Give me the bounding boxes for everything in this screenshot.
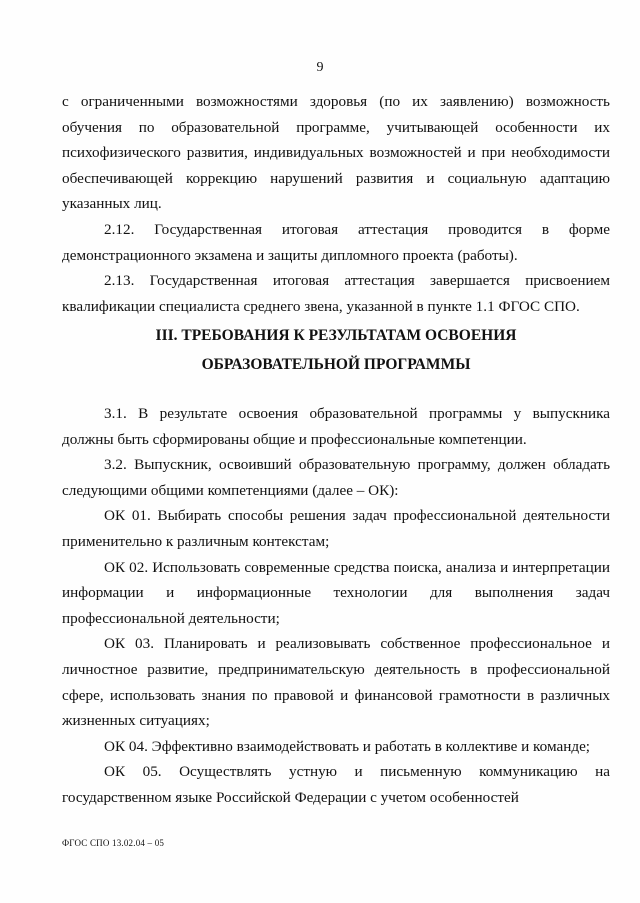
section-heading: III. ТРЕБОВАНИЯ К РЕЗУЛЬТАТАМ ОСВОЕНИЯ ОБРАЗОВАТЕЛЬНОЙ ПРОГРАММЫ (155, 327, 517, 373)
section-block (62, 321, 610, 379)
competency-ok-01: ОК 01. Выбирать способы решения задач профессиональной деятельности применительно к различным контекстам; (62, 507, 610, 550)
body-text (62, 89, 610, 319)
paragraph-3-1: 3.1. В результате освоения образовательной программы у выпускника должны быть сформированы общие и профессиональные компетенции. (62, 405, 610, 448)
competency-ok-04: ОК 04. Эффективно взаимодействовать и работать в коллективе и команде; (104, 737, 591, 755)
page-number: 9 (316, 60, 324, 75)
paragraph-3-2: 3.2. Выпускник, освоивший образовательную программу, должен обладать следующими общими компетенциями (далее – ОК): (62, 456, 610, 499)
footer-standard-code: ФГОС СПО 13.02.04 – 05 (62, 838, 165, 848)
competency-ok-03: ОК 03. Планировать и реализовывать собственное профессиональное и личностное развитие, предпринимательскую деятельность в профессиональной сфере, использовать знания по правовой и финансовой грамотности в различных жизненных ситуациях; (62, 635, 610, 730)
competency-ok-02: ОК 02. Использовать современные средства поиска, анализа и интерпретации информации и информационные технологии для выполнения задач профессиональной деятельности; (62, 558, 610, 627)
paragraph-2-13: 2.13. Государственная итоговая аттестация завершается присвоением квалификации специалиста среднего звена, указанной в пункте 1.1 ФГОС СПО. (62, 272, 610, 315)
paragraph-continuation: с ограниченными возможностями здоровья (по их заявлению) возможность обучения по образовательной программе, учитывающей особенности их психофизического развития, индивидуальных возможностей и при необходимости обеспечивающей коррекцию нарушений развития и социальную адаптацию указанных лиц. (62, 93, 610, 213)
body-text-competencies (62, 401, 610, 811)
competency-ok-05: ОК 05. Осуществлять устную и письменную коммуникацию на государственном языке Российской Федерации с учетом особенностей (62, 763, 610, 806)
paragraph-2-12: 2.12. Государственная итоговая аттестация проводится в форме демонстрационного экзамена и защиты дипломного проекта (работы). (62, 220, 610, 264)
